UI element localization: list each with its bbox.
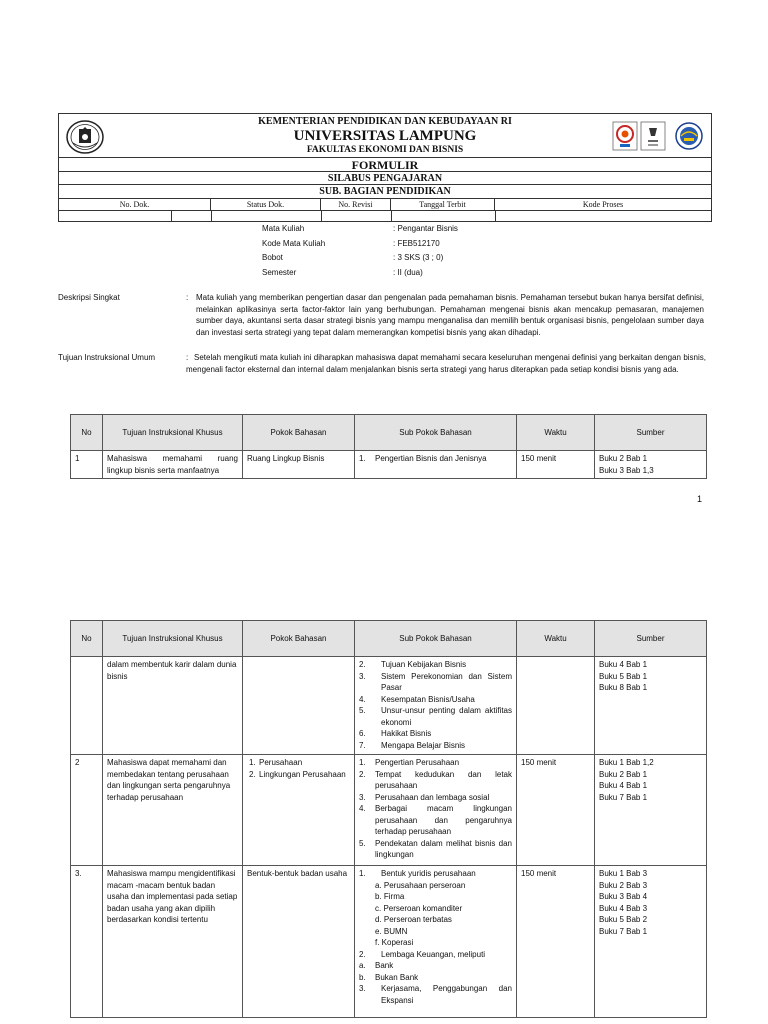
- credit-value: : 3 SKS (3 ; 0): [393, 253, 444, 262]
- header-top: [59, 114, 711, 158]
- course-name-value: : Pengantar Bisnis: [393, 224, 458, 233]
- list-number: 1.: [359, 454, 366, 463]
- col-header-sub: Sub Pokok Bahasan: [355, 621, 517, 657]
- list-number: 4.: [359, 804, 366, 813]
- list-item: [359, 972, 512, 984]
- list-item: [359, 757, 512, 769]
- list-text: Perusahaan: [259, 758, 303, 767]
- list-number: [359, 880, 375, 892]
- course-info-row: [262, 266, 458, 281]
- grid-divider: [321, 210, 322, 221]
- objective-colon: :: [186, 353, 189, 362]
- list-text: a. Perusahaan perseroan: [375, 880, 466, 890]
- list-item: Buku 7 Bab 1: [599, 926, 648, 936]
- list-text: Bank: [375, 961, 394, 970]
- table-row: [71, 451, 707, 479]
- list-item: Buku 8 Bab 1: [599, 683, 648, 692]
- list-number: 2.: [249, 769, 256, 779]
- list-item: [359, 891, 512, 903]
- list-text: Bentuk yuridis perusahaan: [381, 869, 476, 878]
- university-name: UNIVERSITAS LAMPUNG: [293, 128, 477, 144]
- table-header-row: [71, 621, 707, 657]
- list-text: Lembaga Keuangan, meliputi: [381, 949, 486, 959]
- list-number: 1.: [359, 758, 366, 767]
- list-text: Tempat kedudukan dan letak perusahaan: [375, 769, 512, 790]
- list-item: [359, 983, 512, 1006]
- list-text: Hakikat Bisnis: [381, 729, 432, 738]
- list-text: Bukan Bank: [375, 972, 419, 982]
- list-text: Unsur-unsur penting dalam aktifitas ekonomi: [381, 706, 512, 727]
- list-item: [359, 926, 512, 938]
- list-number: b.: [359, 972, 366, 982]
- col-header-tik: Tujuan Instruksional Khusus: [103, 415, 243, 451]
- list-item: [359, 880, 512, 892]
- list-item: Buku 5 Bab 2: [599, 915, 648, 924]
- list-text: Mengapa Belajar Bisnis: [381, 740, 466, 750]
- description-colon: :: [186, 293, 189, 302]
- row-number: 3.: [71, 866, 103, 1018]
- list-number: 7.: [359, 740, 366, 750]
- list-item: [359, 903, 512, 915]
- issue-date-header: Tanggal Terbit: [391, 199, 495, 210]
- course-info: [262, 222, 458, 280]
- table-row: [71, 657, 707, 755]
- list-item: Buku 3 Bab 1,3: [599, 465, 654, 475]
- course-code-label: Kode Mata Kuliah: [262, 238, 326, 248]
- list-item: Buku 4 Bab 1: [599, 660, 648, 669]
- process-code-header: Kode Proses: [582, 200, 624, 209]
- list-number: 1.: [249, 758, 256, 767]
- list-text: Kesempatan Bisnis/Usaha: [381, 694, 475, 704]
- course-info-row: [262, 237, 458, 252]
- list-item: [359, 769, 512, 792]
- list-item: [359, 949, 512, 961]
- list-number: [359, 926, 375, 938]
- semester-value: : II (dua): [393, 267, 423, 277]
- syllabus-table-page2: [70, 620, 707, 1018]
- row-number: 1: [71, 451, 103, 479]
- col-header-waktu: Waktu: [517, 415, 595, 451]
- table-header-row: [71, 415, 707, 451]
- page-number: 1: [697, 494, 703, 504]
- faculty-name: FAKULTAS EKONOMI DAN BISNIS: [306, 145, 464, 155]
- short-description: [58, 292, 706, 350]
- course-name-label: Mata Kuliah: [262, 224, 305, 233]
- list-item: [359, 728, 512, 740]
- list-item: Buku 1 Bab 3: [599, 869, 648, 878]
- list-item: [247, 757, 350, 769]
- row-number: [71, 657, 103, 755]
- col-header-sumber: Sumber: [595, 621, 707, 657]
- list-text: f. Koperasi: [375, 938, 414, 947]
- col-header-pokok: Pokok Bahasan: [243, 621, 355, 657]
- row-topic: [243, 657, 355, 755]
- list-item: [359, 453, 512, 465]
- syllabus-table-page1: [70, 414, 707, 479]
- list-number: 3.: [359, 792, 366, 802]
- row-time: 150 menit: [517, 451, 595, 479]
- list-item: [359, 671, 512, 694]
- list-item: [247, 769, 350, 781]
- grid-divider: [391, 210, 392, 221]
- revision-number-header: No. Revisi: [321, 199, 391, 210]
- grid-divider: [59, 210, 711, 211]
- grid-divider: [211, 210, 212, 221]
- list-item: Buku 4 Bab 3: [599, 903, 648, 913]
- list-text: e. BUMN: [375, 926, 408, 936]
- certification-logos-icon: [611, 120, 705, 152]
- list-number: 2.: [359, 660, 366, 669]
- col-header-pokok: Pokok Bahasan: [243, 415, 355, 451]
- list-number: 4.: [359, 694, 366, 704]
- objective-label: Tujuan Instruksional Umum: [58, 353, 156, 362]
- list-item: [359, 914, 512, 926]
- list-text: Pengertian Bisnis dan Jenisnya: [375, 454, 487, 463]
- description-text: Mata kuliah yang memberikan pengertian dasar dan pengenalan pada pemahaman bisnis. Pemahaman tersebut bukan hanya bersifat definisi, melainkan aplikasinya serta factor-faktor lain yang berhubungan. Pemahaman mengenai bisnis akan mencakup pemasaran, manajemen sumber daya, akuntansi serta dasar strategi bisnis yang mampu menganalisa dan memilih bentuk organisasi bisnis, pengelolaan sumber daya dan investasi serta strategi yang tepat dalam memerangkan kompetisi bisnis yang akan dihadapi.: [196, 293, 704, 337]
- row-subtopics: [355, 755, 517, 866]
- general-objective: [58, 352, 706, 388]
- list-item: [359, 705, 512, 728]
- row-sources: [595, 657, 707, 755]
- row-objective: Mahasiswa memahami ruang lingkup bisnis serta manfaatnya: [103, 451, 243, 479]
- list-item: Buku 3 Bab 4: [599, 892, 648, 901]
- list-item: Buku 7 Bab 1: [599, 792, 648, 802]
- list-number: 5.: [359, 706, 366, 715]
- doc-status-header: Status Dok.: [211, 199, 321, 210]
- row-topic: [243, 755, 355, 866]
- col-header-no: No: [71, 415, 103, 451]
- section-title: SUB. BAGIAN PENDIDIKAN: [59, 185, 711, 199]
- col-header-waktu: Waktu: [517, 621, 595, 657]
- row-topic: Bentuk-bentuk badan usaha: [243, 866, 355, 1018]
- list-item: [359, 803, 512, 838]
- semester-label: Semester: [262, 267, 297, 277]
- row-time: [517, 657, 595, 755]
- list-text: Perusahaan dan lembaga sosial: [375, 792, 490, 802]
- row-subtopics: [355, 866, 517, 1018]
- row-sources: [595, 755, 707, 866]
- col-header-sumber: Sumber: [595, 415, 707, 451]
- list-item: [359, 694, 512, 706]
- list-text: c. Perseroan komanditer: [375, 903, 463, 913]
- list-number: 2.: [359, 949, 366, 959]
- row-sources: [595, 866, 707, 1018]
- credit-label: Bobot: [262, 253, 283, 262]
- grid-divider: [171, 210, 172, 221]
- list-item: Buku 2 Bab 3: [599, 880, 648, 890]
- row-time: 150 menit: [517, 755, 595, 866]
- list-text: b. Firma: [375, 892, 405, 901]
- list-item: [359, 838, 512, 861]
- list-number: a.: [359, 961, 366, 970]
- list-number: 1.: [359, 869, 366, 878]
- form-label: FORMULIR: [59, 158, 711, 172]
- list-item: [359, 740, 512, 752]
- list-text: Pendekatan dalam melihat bisnis dan lingkungan: [375, 838, 512, 859]
- objective-text: Setelah mengikuti mata kuliah ini diharapkan mahasiswa dapat memahami secara keseluruhan mengenai definisi yang berkaitan dengan bisnis, mengenali factor eksternal dan internal dalam menjalankan bisnis serta strategi yang harus diterapkan pada setiap kondisi bisnis yang ada.: [186, 353, 706, 374]
- table-row: [71, 755, 707, 866]
- list-item: [359, 792, 512, 804]
- list-number: 3.: [359, 984, 366, 993]
- list-number: 5.: [359, 838, 366, 848]
- course-info-row: [262, 251, 458, 266]
- course-info-row: [262, 222, 458, 237]
- doc-number-header: No. Dok.: [59, 199, 211, 210]
- row-subtopics: [355, 657, 517, 755]
- course-code-value: : FEB512170: [393, 238, 440, 248]
- list-item: Buku 2 Bab 1: [599, 769, 648, 779]
- list-item: [359, 659, 512, 671]
- list-item: Buku 4 Bab 1: [599, 781, 648, 790]
- table-row: [71, 866, 707, 1018]
- document-header: [58, 113, 712, 222]
- list-text: d. Perseroan terbatas: [375, 915, 452, 924]
- col-header-tik: Tujuan Instruksional Khusus: [103, 621, 243, 657]
- list-item: Buku 2 Bab 1: [599, 454, 648, 463]
- list-number: 6.: [359, 729, 366, 738]
- description-label: Deskripsi Singkat: [58, 293, 120, 302]
- col-header-no: No: [71, 621, 103, 657]
- list-number: [359, 891, 375, 903]
- list-text: Berbagai macam lingkungan perusahaan dan pengaruhnya terhadap perusahaan: [375, 804, 512, 836]
- list-item: Buku 1 Bab 1,2: [599, 758, 654, 767]
- list-number: [359, 914, 375, 926]
- list-number: 2.: [359, 769, 366, 779]
- list-number: 3.: [359, 671, 366, 681]
- list-text: Pengertian Perusahaan: [375, 758, 460, 767]
- list-item: [359, 937, 512, 949]
- grid-divider: [495, 210, 496, 221]
- row-subtopics: [355, 451, 517, 479]
- row-objective: Mahasiswa mampu mengidentifikasi macam -macam bentuk badan usaha dan implementasi pada setiap badan usaha yang akan dipilih berdasarkan kondisi tertentu: [103, 866, 243, 1018]
- row-time: 150 menit: [517, 866, 595, 1018]
- document-info-grid: [59, 199, 711, 221]
- list-text: Tujuan Kebijakan Bisnis: [381, 660, 467, 669]
- row-objective: dalam membentuk karir dalam dunia bisnis: [103, 657, 243, 755]
- row-topic: Ruang Lingkup Bisnis: [243, 451, 355, 479]
- ministry-name: KEMENTERIAN PENDIDIKAN DAN KEBUDAYAAN RI: [258, 116, 512, 127]
- row-number: 2: [71, 755, 103, 866]
- list-text: Kerjasama, Penggabungan dan Ekspansi: [381, 984, 512, 1005]
- list-item: Buku 5 Bab 1: [599, 671, 648, 681]
- list-number: [359, 903, 375, 915]
- syllabus-title: SILABUS PENGAJARAN: [59, 172, 711, 185]
- list-item: [359, 960, 512, 972]
- row-sources: [595, 451, 707, 479]
- col-header-sub: Sub Pokok Bahasan: [355, 415, 517, 451]
- list-text: Lingkungan Perusahaan: [259, 769, 346, 779]
- list-number: [359, 937, 375, 949]
- list-text: Sistem Perekonomian dan Sistem Pasar: [381, 671, 512, 692]
- row-objective: Mahasiswa dapat memahami dan membedakan tentang perusahaan dan lingkungan serta pengaruhnya terhadap perusahaan: [103, 755, 243, 866]
- list-item: [359, 868, 512, 880]
